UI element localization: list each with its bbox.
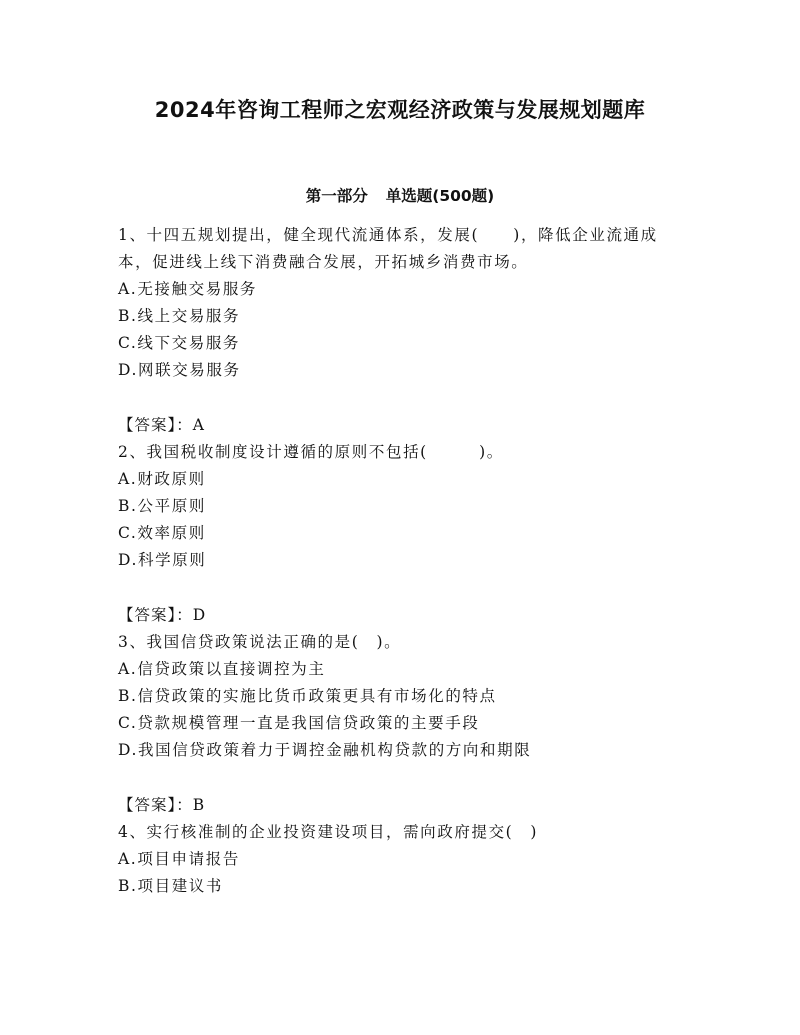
question-stem: 1、十四五规划提出，健全现代流通体系，发展( )，降低企业流通成本，促进线上线下消费融合发展，开拓城乡消费市场。 xyxy=(118,226,658,271)
answer-label: 【答案】： xyxy=(118,796,193,814)
answer-line xyxy=(118,602,678,629)
question-option: C.线下交易服务 xyxy=(118,334,241,352)
question-item xyxy=(118,819,678,900)
section-heading xyxy=(0,184,800,206)
answer-label: 【答案】： xyxy=(118,416,193,434)
question-option: D.网联交易服务 xyxy=(118,361,241,379)
question-list xyxy=(118,222,678,900)
answer-value: A xyxy=(192,416,205,434)
section-name: 单选题(500题) xyxy=(385,187,495,205)
answer-label: 【答案】： xyxy=(118,606,193,624)
question-option: C.效率原则 xyxy=(118,524,206,542)
question-option: B.线上交易服务 xyxy=(118,307,241,325)
question-option: B.项目建议书 xyxy=(118,877,224,895)
question-option: A.财政原则 xyxy=(118,470,206,488)
question-item xyxy=(118,629,678,819)
answer-line xyxy=(118,792,678,819)
section-part: 第一部分 xyxy=(305,187,368,205)
page-title: 2024年咨询工程师之宏观经济政策与发展规划题库 xyxy=(154,98,646,122)
question-item xyxy=(118,439,678,629)
question-option: D.我国信贷政策着力于调控金融机构贷款的方向和期限 xyxy=(118,741,532,759)
answer-line xyxy=(118,412,678,439)
answer-value: D xyxy=(192,606,207,624)
answer-value: B xyxy=(192,796,206,814)
question-stem: 2、我国税收制度设计遵循的原则不包括( )。 xyxy=(118,443,504,461)
question-option: D.科学原则 xyxy=(118,551,207,569)
question-option: A.无接触交易服务 xyxy=(118,280,258,298)
question-stem: 4、实行核准制的企业投资建设项目，需向政府提交( ) xyxy=(118,823,539,841)
question-item xyxy=(118,222,678,439)
question-option: A.信贷政策以直接调控为主 xyxy=(118,660,326,678)
question-option: A.项目申请报告 xyxy=(118,850,240,868)
question-option: B.公平原则 xyxy=(118,497,206,515)
question-option: C.贷款规模管理一直是我国信贷政策的主要手段 xyxy=(118,714,480,732)
question-option: B.信贷政策的实施比货币政策更具有市场化的特点 xyxy=(118,687,497,705)
question-stem: 3、我国信贷政策说法正确的是( )。 xyxy=(118,633,402,651)
